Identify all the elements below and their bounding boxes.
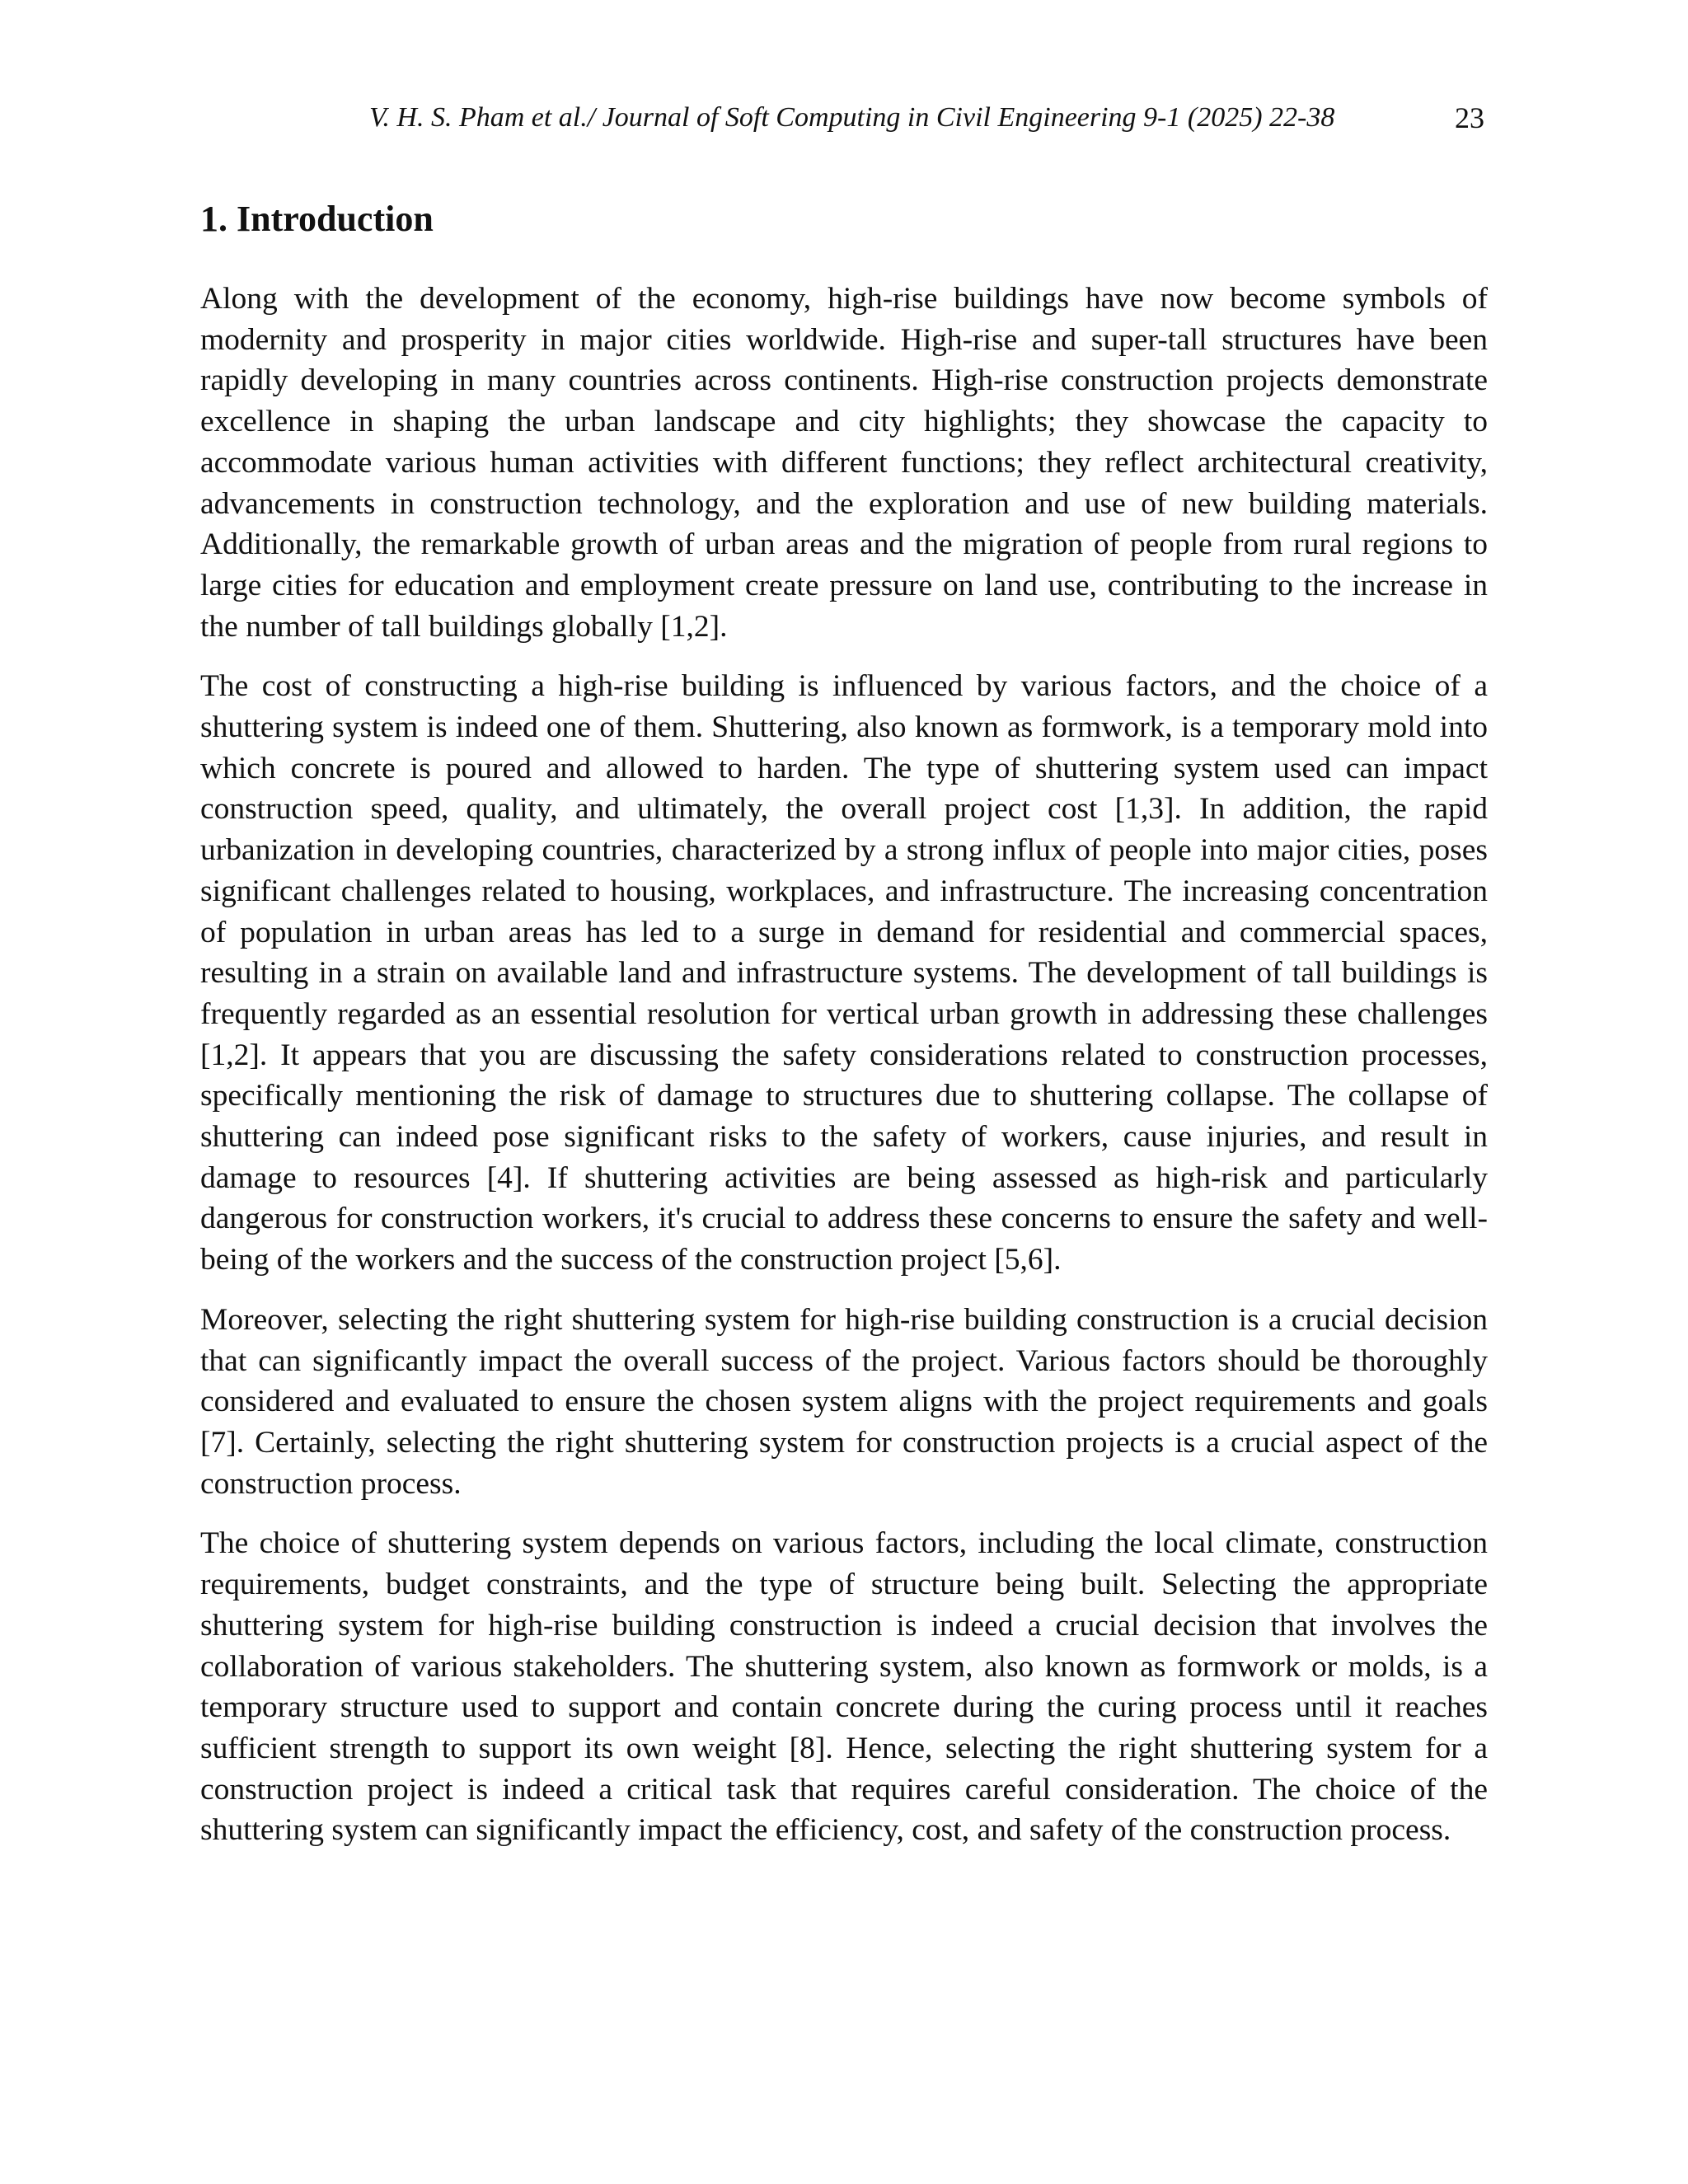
page-number: 23 xyxy=(1455,101,1484,134)
paragraph: Moreover, selecting the right shuttering system for high-rise building construction is a crucial decision that can significantly impact the overall success of the project. Various factors should be thoroughly considered and evaluated to ensure the chosen system aligns with the project requirements and goals [7]. Certainly, selecting the right shuttering system for construction projects is a crucial aspect of the construction process. xyxy=(200,1302,1488,1501)
paragraph: The cost of constructing a high-rise building is influenced by various factors, and the choice of a shuttering system is indeed one of them. Shuttering, also known as formwork, is a temporary mold into which concrete is poured and allowed to harden. The type of shuttering system used can impact construction speed, quality, and ultimately, the overall project cost [1,3]. In addition, the rapid urbanization in developing countries, characterized by a strong influx of people into major cities, poses significant challenges related to housing, workplaces, and infrastructure. The increasing concentration of population in urban areas has led to a surge in demand for residential and commercial spaces, resulting in a strain on available land and infrastructure systems. The development of tall buildings is frequently regarded as an essential resolution for vertical urban growth in addressing these challenges [1,2]. It appears that you are discussing the safety considerations related to construction processes, specifically mentioning the risk of damage to structures due to shuttering collapse. The collapse of shuttering can indeed pose significant risks to the safety of workers, cause injuries, and result in damage to resources [4]. If shuttering activities are being assessed as high-risk and particularly dangerous for construction workers, it's crucial to address these concerns to ensure the safety and well-being of the workers and the success of the construction project [5,6]. xyxy=(200,669,1488,1277)
paragraph: Along with the development of the economy, high-rise buildings have now become symbols of modernity and prosperity in major cities worldwide. High-rise and super-tall structures have been rapidly developing in many countries across continents. High-rise construction projects demonstrate excellence in shaping the urban landscape and city highlights; they showcase the capacity to accommodate various human activities with different functions; they reflect architectural creativity, advancements in construction technology, and the exploration and use of new building materials. Additionally, the remarkable growth of urban areas and the migration of people from rural regions to large cities for education and employment create pressure on land use, contributing to the increase in the number of tall buildings globally [1,2]. xyxy=(200,282,1488,644)
section-heading: 1. Introduction xyxy=(200,199,434,239)
body-text xyxy=(200,279,1488,1870)
paragraph: The choice of shuttering system depends on various factors, including the local climate, construction requirements, budget constraints, and the type of structure being built. Selecting the appropriate shuttering system for high-rise building construction is indeed a crucial decision that involves the collaboration of various stakeholders. The shuttering system, also known as formwork or molds, is a temporary structure used to support and contain concrete during the curing process until it reaches sufficient strength to support its own weight [8]. Hence, selecting the right shuttering system for a construction project is indeed a critical task that requires careful consideration. The choice of the shuttering system can significantly impact the efficiency, cost, and safety of the construction process. xyxy=(200,1526,1488,1848)
journal-citation: V. H. S. Pham et al./ Journal of Soft Computing in Civil Engineering 9-1 (2025) 22-38 xyxy=(369,102,1335,133)
running-header xyxy=(0,97,1688,138)
